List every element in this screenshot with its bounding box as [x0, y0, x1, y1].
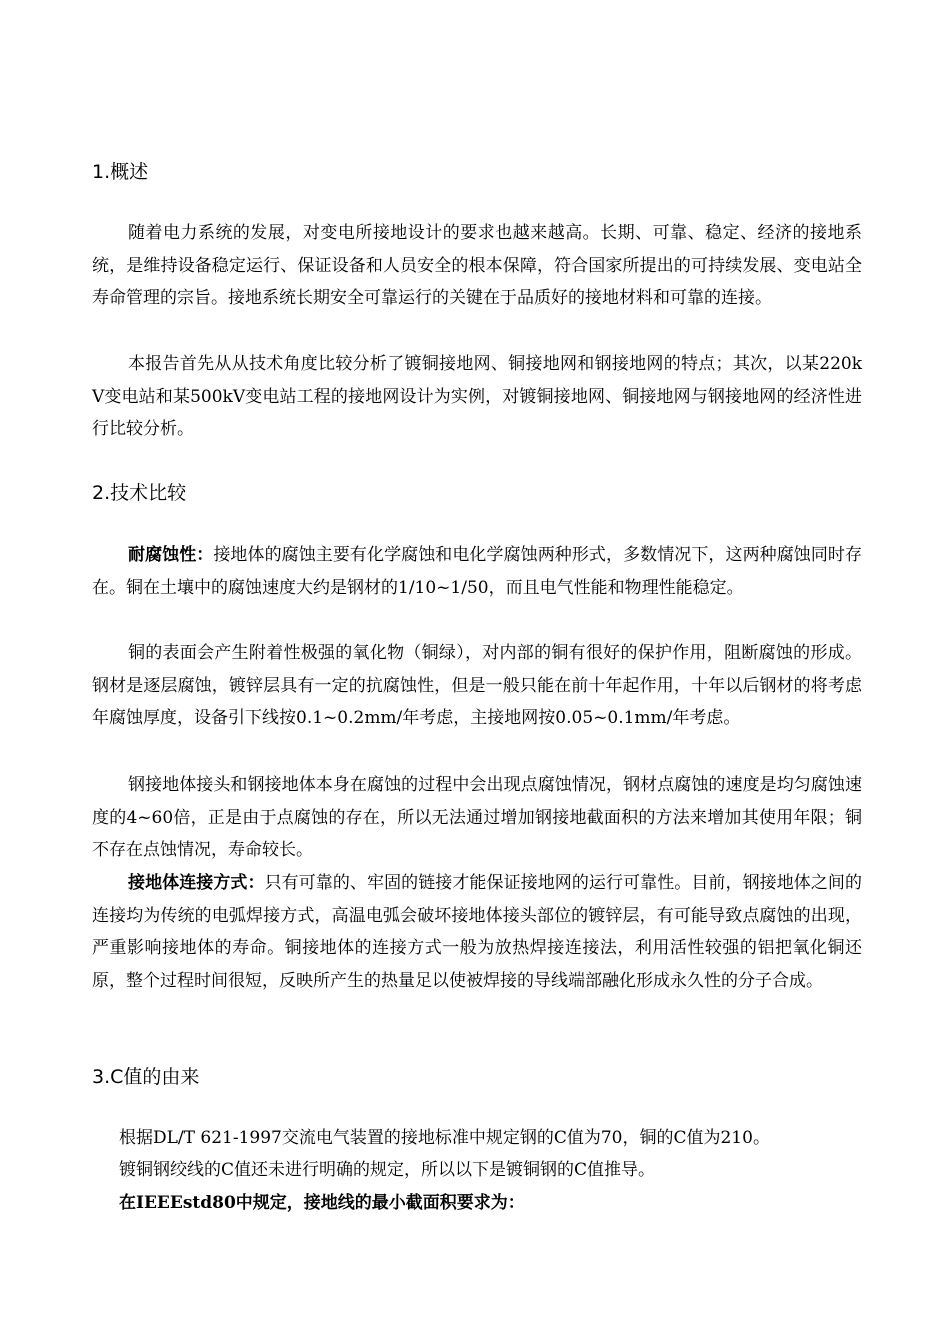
connection-method-paragraph	[92, 867, 862, 997]
overview-paragraph-1: 随着电力系统的发展，对变电所接地设计的要求也越来越高。长期、可靠、稳定、经济的接地系统，是维持设备稳定运行、保证设备和人员安全的根本保障，符合国家所提出的可持续发展、变电站全寿命管理的宗旨。接地系统长期安全可靠运行的关键在于品质好的接地材料和可靠的连接。	[92, 223, 862, 309]
ieee-requirement-line: 在IEEEstd80中规定，接地线的最小截面积要求为：	[119, 1193, 525, 1213]
section-heading-c-value-origin: 3.C值的由来	[92, 1066, 200, 1088]
overview-paragraph-2: 本报告首先从从技术角度比较分析了镀铜接地网、铜接地网和钢接地网的特点；其次，以某220kV变电站和某500kV变电站工程的接地网设计为实例，对镀铜接地网、铜接地网与钢接地网的经济性进行比较分析。	[92, 354, 862, 440]
section-heading-overview: 1.概述	[92, 161, 149, 183]
pitting-corrosion-paragraph: 钢接地体接头和钢接地体本身在腐蚀的过程中会出现点腐蚀情况，钢材点腐蚀的速度是均匀腐蚀速度的4~60倍，正是由于点腐蚀的存在，所以无法通过增加钢接地截面积的方法来增加其使用年限；铜不存在点蚀情况，寿命较长。	[92, 775, 862, 861]
c-value-derivation-line: 镀铜钢绞线的C值还未进行明确的规定，所以以下是镀铜钢的C值推导。	[119, 1160, 656, 1180]
corrosion-text: 接地体的腐蚀主要有化学腐蚀和电化学腐蚀两种形式，多数情况下，这两种腐蚀同时存在。铜在土壤中的腐蚀速度大约是钢材的1/10~1/50，而且电气性能和物理性能稳定。	[92, 545, 863, 598]
connection-method-label: 接地体连接方式：	[128, 873, 265, 893]
section-heading-technical-comparison: 2.技术比较	[92, 482, 187, 504]
copper-oxide-paragraph: 铜的表面会产生附着性极强的氧化物（铜绿），对内部的铜有很好的保护作用，阻断腐蚀的形成。钢材是逐层腐蚀，镀锌层具有一定的抗腐蚀性，但是一般只能在前十年起作用，十年以后钢材的将考虑年腐蚀厚度，设备引下线按0.1~0.2mm/年考虑，主接地网按0.05~0.1mm/年考虑。	[92, 643, 862, 729]
corrosion-label: 耐腐蚀性：	[128, 545, 214, 565]
connection-method-text: 只有可靠的、牢固的链接才能保证接地网的运行可靠性。目前，钢接地体之间的连接均为传统的电弧焊接方式，高温电弧会破坏接地体接头部位的镀锌层，有可能导致点腐蚀的出现，严重影响接地体的寿命。铜接地体的连接方式一般为放热焊接连接法，利用活性较强的铝把氧化铜还原，整个过程时间很短，反映所产生的热量足以使被焊接的导线端部融化形成永久性的分子合成。	[92, 873, 863, 991]
c-value-standard-line: 根据DL/T 621-1997交流电气装置的接地标准中规定钢的C值为70，铜的C值为210。	[119, 1128, 770, 1148]
corrosion-paragraph	[92, 539, 862, 604]
